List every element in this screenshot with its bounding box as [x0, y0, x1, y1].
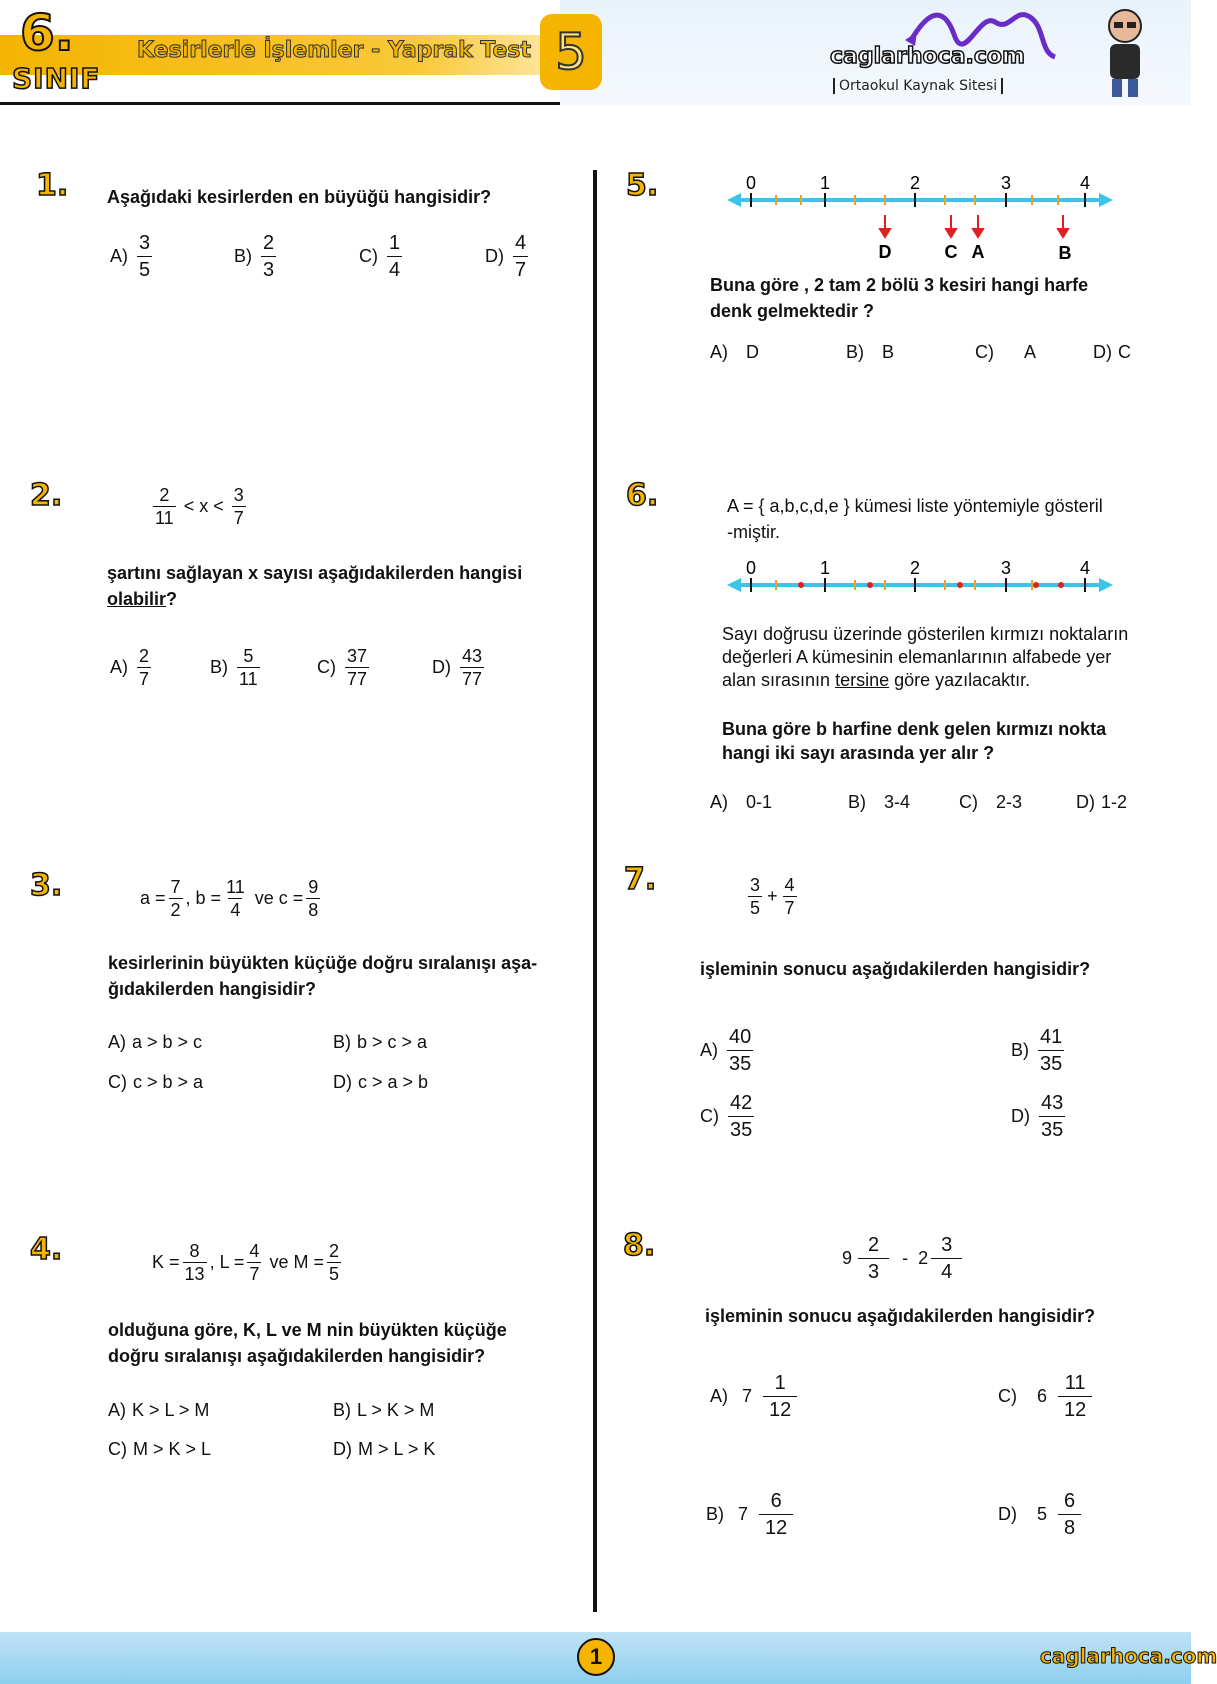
marker-label-b: B [1058, 243, 1072, 263]
question-4-line1: olduğuna göre, K, L ve M nin büyükten küçüğe [108, 1320, 507, 1340]
q5-option-a[interactable] [710, 342, 759, 363]
description-line1: Sayı doğrusu üzerinde gösterilen kırmızı noktaların [722, 624, 1129, 644]
option-label: D) [998, 1504, 1017, 1524]
option-label: C) [998, 1386, 1017, 1406]
option-value: B [882, 342, 895, 362]
option-label: D) [333, 1439, 352, 1459]
option-fraction: $\frac{1}{4}$ [389, 232, 401, 281]
q2-inequality [150, 484, 249, 529]
option-value: A [1024, 342, 1037, 362]
option-label: B) [333, 1032, 351, 1052]
q8-option-a[interactable] [710, 1370, 800, 1423]
var-l-label: , L = [209, 1252, 245, 1272]
q4-option-b[interactable] [333, 1400, 434, 1421]
q6-description [722, 623, 1128, 692]
option-label: B) [333, 1400, 351, 1420]
option-value: M > K > L [133, 1439, 212, 1459]
fraction: $\frac{7}{2}$ [170, 877, 181, 920]
tick-label-4: 4 [1079, 173, 1091, 193]
worksheet-title: Kesirlerle İşlemler - Yaprak Test [137, 38, 532, 63]
site-subtitle: Ortaokul Kaynak Sitesi [833, 78, 1003, 94]
option-label: C) [317, 657, 336, 677]
option-value: 1-2 [1101, 792, 1128, 812]
option-label: D) [333, 1072, 352, 1092]
option-fraction: $\frac{3}{5}$ [139, 232, 151, 281]
site-logo-text: caglarhoca.com [830, 44, 1025, 69]
option-fraction: $\frac{41}{35}$ [1040, 1026, 1063, 1075]
grade-number: 6. [20, 4, 74, 62]
description-line2: değerleri A kümesinin elemanlarının alfabede yer [722, 647, 1112, 667]
fraction: $\frac{2}{3}$ [858, 1232, 889, 1285]
red-point [957, 582, 963, 588]
teacher-mascot-icon [1090, 4, 1185, 99]
var-a-label: a = [140, 888, 166, 908]
red-point [867, 582, 873, 588]
q3-definitions [140, 876, 323, 921]
q3-option-d[interactable] [333, 1072, 428, 1093]
q1-option-c[interactable] [359, 230, 405, 283]
option-value: 3-4 [884, 792, 911, 812]
fraction: $\frac{2}{11}$ [155, 485, 174, 528]
option-value: 0-1 [746, 792, 773, 812]
option-fraction: $\frac{6}{12}$ [759, 1488, 793, 1541]
option-label: D) [1011, 1106, 1030, 1126]
option-label: C) [359, 246, 378, 266]
option-fraction: $\frac{37}{77}$ [347, 646, 368, 689]
description-line3-end: göre yazılacaktır. [889, 670, 1031, 690]
question-3-line2: ğıdakilerden hangisidir? [108, 979, 317, 999]
q7-expression [745, 874, 800, 919]
fraction: $\frac{3}{4}$ [931, 1232, 962, 1285]
question-5-text [710, 272, 1088, 324]
whole-part: 5 [1037, 1504, 1048, 1524]
q2-option-a[interactable] [110, 645, 154, 690]
q1-option-d[interactable] [485, 230, 531, 283]
q7-option-c[interactable] [700, 1090, 757, 1143]
option-value: b > c > a [357, 1032, 428, 1052]
q5-number-line [725, 165, 1115, 275]
option-value: D [746, 342, 759, 362]
option-label: D) [1093, 342, 1112, 362]
red-point [1033, 582, 1039, 588]
var-m-label: M = [293, 1252, 324, 1272]
set-text-line2: -miştir. [727, 522, 780, 542]
option-fraction: $\frac{2}{7}$ [139, 646, 150, 689]
inequality-middle: < x < [183, 496, 224, 516]
option-label: A) [710, 342, 728, 362]
option-fraction: $\frac{42}{35}$ [730, 1092, 753, 1141]
operator: - [902, 1248, 909, 1268]
option-label: B) [846, 342, 864, 362]
red-point [1058, 582, 1064, 588]
option-label: A) [108, 1400, 126, 1420]
fraction: $\frac{3}{5}$ [750, 875, 761, 918]
page-number-badge: 1 [577, 1638, 615, 1676]
question-5-line1: Buna göre , 2 tam 2 bölü 3 kesiri hangi harfe [710, 275, 1089, 295]
question-number-7: 7. [624, 862, 657, 897]
q7-option-b[interactable] [1011, 1024, 1067, 1077]
question-number-4: 4. [30, 1232, 63, 1267]
q5-option-c[interactable] [975, 342, 1036, 363]
description-line3-start: alan sırasının [722, 670, 836, 690]
fraction: $\frac{4}{7}$ [249, 1241, 260, 1284]
whole-part: 7 [738, 1504, 749, 1524]
option-label: A) [110, 657, 128, 677]
operator: + [767, 886, 778, 906]
option-label: D) [432, 657, 451, 677]
q6-option-d[interactable] [1076, 792, 1127, 813]
test-number-badge: 5 [540, 14, 602, 90]
question-1-text: Aşağıdaki kesirlerden en büyüğü hangisidir? [107, 187, 492, 207]
question-number-5: 5. [626, 168, 659, 203]
column-divider [593, 170, 597, 1612]
description-underlined: tersine [835, 670, 890, 690]
option-value: M > L > K [358, 1439, 436, 1459]
var-c-label: c = [278, 888, 304, 908]
option-label: B) [706, 1504, 724, 1524]
option-label: A) [710, 792, 728, 812]
q8-expression [842, 1232, 965, 1285]
q2-option-c[interactable] [317, 645, 372, 690]
question-2-line1: şartını sağlayan x sayısı aşağıdakilerden hangisi [107, 563, 523, 583]
option-label: A) [108, 1032, 126, 1052]
question-number-1: 1. [36, 168, 69, 203]
page-footer [0, 1632, 1217, 1684]
q1-option-a[interactable] [110, 230, 155, 283]
tick-label-1: 1 [819, 173, 831, 193]
option-label: D) [485, 246, 504, 266]
q3-option-b[interactable] [333, 1032, 427, 1053]
q8-option-d[interactable] [998, 1488, 1084, 1541]
fraction: $\frac{3}{7}$ [233, 485, 244, 528]
q6-option-a[interactable] [710, 792, 772, 813]
option-value: C [1118, 342, 1131, 362]
marker-label-d: D [878, 242, 892, 262]
question-4-line2: doğru sıralanışı aşağıdakilerden hangisidir? [108, 1346, 486, 1366]
conjunction: ve [254, 888, 274, 908]
tick-label-2: 2 [909, 558, 921, 578]
question-4-text [108, 1317, 507, 1369]
question-7-text: işleminin sonucu aşağıdakilerden hangisidir? [700, 959, 1091, 979]
option-value: 2-3 [996, 792, 1023, 812]
question-6-line1: Buna göre b harfine denk gelen kırmızı nokta [722, 719, 1107, 739]
question-number-6: 6. [626, 478, 659, 513]
tick-label-2: 2 [909, 173, 921, 193]
q6-option-c[interactable] [959, 792, 1022, 813]
option-value: a > b > c [132, 1032, 203, 1052]
option-fraction: $\frac{43}{35}$ [1041, 1092, 1064, 1141]
q5-option-d[interactable] [1093, 342, 1131, 363]
question-2-end: ? [166, 589, 178, 609]
tick-label-4: 4 [1079, 558, 1091, 578]
q7-option-a[interactable] [700, 1024, 756, 1077]
tick-label-3: 3 [1000, 558, 1012, 578]
tick-label-3: 3 [1000, 173, 1012, 193]
question-6-text [722, 717, 1106, 765]
question-2-text [107, 560, 522, 612]
q7-option-d[interactable] [1011, 1090, 1068, 1143]
set-text-line1: A = { a,b,c,d,e } kümesi liste yöntemiyle gösteril [727, 496, 1103, 516]
tick-label-1: 1 [819, 558, 831, 578]
page-header [0, 0, 1191, 105]
q6-set-text [727, 493, 1103, 545]
option-value: c > a > b [358, 1072, 429, 1092]
whole-part: 9 [842, 1248, 853, 1268]
option-value: c > b > a [133, 1072, 204, 1092]
option-label: A) [110, 246, 128, 266]
option-fraction: $\frac{6}{8}$ [1058, 1488, 1081, 1541]
fraction: $\frac{8}{13}$ [184, 1241, 205, 1284]
marker-label-a: A [971, 242, 985, 262]
whole-part: 7 [742, 1386, 753, 1406]
q5-option-b[interactable] [846, 342, 894, 363]
option-value: K > L > M [132, 1400, 210, 1420]
option-label: C) [108, 1439, 127, 1459]
option-label: B) [1011, 1040, 1029, 1060]
q6-number-line [725, 550, 1115, 600]
option-label: C) [975, 342, 994, 362]
option-fraction: $\frac{40}{35}$ [729, 1026, 752, 1075]
question-6-line2: hangi iki sayı arasında yer alır ? [722, 743, 995, 763]
q4-option-d[interactable] [333, 1439, 435, 1460]
fraction: $\frac{4}{7}$ [784, 875, 795, 918]
tick-label-0: 0 [745, 558, 757, 578]
option-label: A) [710, 1386, 728, 1406]
q8-option-b[interactable] [706, 1488, 796, 1541]
q3-option-a[interactable] [108, 1032, 202, 1053]
grade-label: SINIF [12, 62, 101, 95]
marker-label-c: C [944, 242, 958, 262]
var-k-label: K = [152, 1252, 180, 1272]
option-fraction: $\frac{2}{3}$ [263, 232, 275, 281]
q2-option-b[interactable] [210, 645, 263, 690]
option-label: B) [848, 792, 866, 812]
footer-site-link[interactable]: caglarhoca.com [1040, 1644, 1217, 1668]
option-fraction: $\frac{1}{12}$ [763, 1370, 797, 1423]
q1-option-b[interactable] [234, 230, 279, 283]
option-fraction: $\frac{43}{77}$ [462, 646, 483, 689]
question-number-2: 2. [30, 478, 63, 513]
q4-option-c[interactable] [108, 1439, 211, 1460]
q6-option-b[interactable] [848, 792, 910, 813]
option-label: D) [1076, 792, 1095, 812]
option-value: L > K > M [357, 1400, 435, 1420]
var-b-label: , b = [185, 888, 222, 908]
option-label: C) [700, 1106, 719, 1126]
question-number-3: 3. [30, 868, 63, 903]
q4-definitions [152, 1240, 344, 1285]
question-number-8: 8. [623, 1228, 656, 1263]
q8-option-c[interactable] [998, 1370, 1095, 1423]
q2-option-d[interactable] [432, 645, 487, 690]
marker-arrows [880, 215, 1068, 237]
left-arrow-icon [727, 578, 741, 592]
whole-part: 2 [918, 1248, 929, 1268]
tick-label-0: 0 [745, 173, 757, 193]
option-fraction: $\frac{11}{12}$ [1058, 1370, 1092, 1423]
right-arrow-icon [1099, 578, 1113, 592]
right-arrow-icon [1099, 193, 1113, 207]
q4-option-a[interactable] [108, 1400, 209, 1421]
option-label: B) [210, 657, 228, 677]
question-5-line2: denk gelmektedir ? [710, 301, 875, 321]
fraction: $\frac{11}{4}$ [226, 877, 245, 920]
question-2-underlined: olabilir [107, 589, 167, 609]
question-3-text [108, 950, 537, 1002]
whole-part: 6 [1037, 1386, 1048, 1406]
option-fraction: $\frac{4}{7}$ [515, 232, 527, 281]
red-point [798, 582, 804, 588]
option-label: C) [108, 1072, 127, 1092]
option-label: B) [234, 246, 252, 266]
fraction: $\frac{9}{8}$ [308, 877, 319, 920]
option-label: A) [700, 1040, 718, 1060]
question-8-text: işleminin sonucu aşağıdakilerden hangisidir? [705, 1306, 1096, 1326]
question-3-line1: kesirlerinin büyükten küçüğe doğru sıralanışı aşa- [108, 953, 538, 973]
fraction: $\frac{2}{5}$ [328, 1241, 339, 1284]
option-fraction: $\frac{5}{11}$ [239, 646, 258, 689]
conjunction: ve [269, 1252, 289, 1272]
q3-option-c[interactable] [108, 1072, 203, 1093]
option-label: C) [959, 792, 978, 812]
left-arrow-icon [727, 193, 741, 207]
